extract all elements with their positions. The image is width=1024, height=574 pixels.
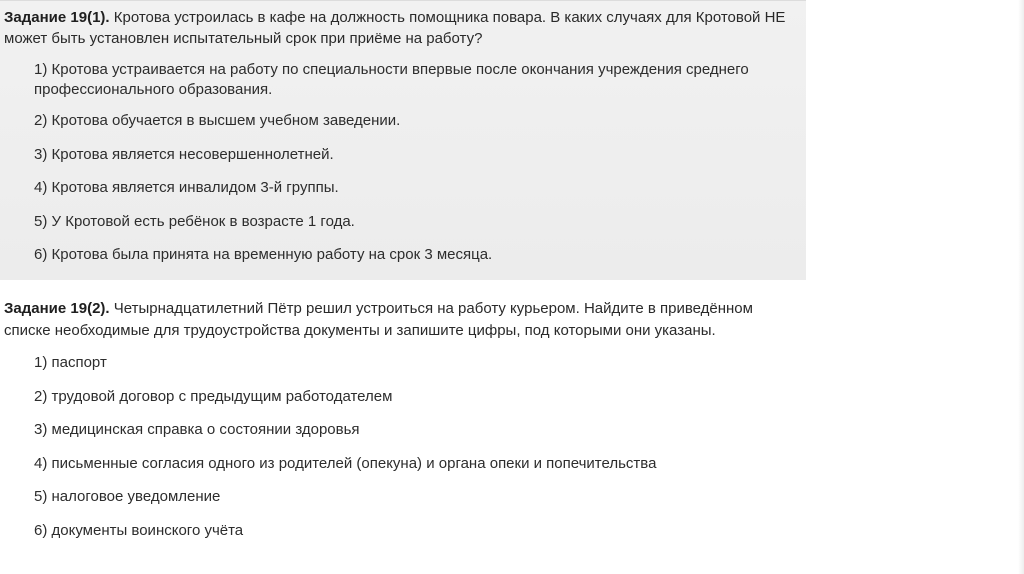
task-19-2-option-6: 6) документы воинского учёта bbox=[34, 521, 244, 539]
task-19-2-text: Четырнадцатилетний Пётр решил устроиться на работу курьером. Найдите в приведённом списке необходимые для трудоустройства документы и запишите цифры, под которыми они указаны. bbox=[4, 300, 753, 339]
task-19-1-option-5: 5) У Кротовой есть ребёнок в возрасте 1 года. bbox=[34, 212, 355, 230]
task-19-1-question bbox=[4, 7, 806, 49]
task-19-2-option-4: 4) письменные согласия одного из родителей (опекуна) и органа опеки и попечительства bbox=[34, 454, 657, 472]
task-19-1-option-4: 4) Кротова является инвалидом 3-й группы. bbox=[34, 179, 339, 197]
task-19-2-option-1: 1) паспорт bbox=[34, 354, 107, 371]
task-19-2-question bbox=[4, 298, 806, 342]
task-19-2-option-5: 5) налоговое уведомление bbox=[34, 488, 221, 506]
task-19-1-option-2: 2) Кротова обучается в высшем учебном заведении. bbox=[34, 112, 401, 129]
slide-edge-shadow bbox=[1018, 0, 1024, 574]
task-19-2-option-3: 3) медицинская справка о состоянии здоровья bbox=[34, 421, 360, 439]
task-19-1-option-1: 1) Кротова устраивается на работу по специальности впервые после окончания учреждения среднего профессионального образования. bbox=[34, 61, 749, 98]
task-19-2-label: Задание 19(2). bbox=[4, 300, 110, 317]
task-19-1-options bbox=[4, 60, 806, 265]
task-19-1-text: Кротова устроилась в кафе на должность помощника повара. В каких случаях для Кротовой НЕ может быть установлен испытательный срок при приёме на работу? bbox=[4, 9, 786, 47]
task-19-1-option-3: 3) Кротова является несовершеннолетней. bbox=[34, 145, 334, 163]
task-19-2-option-2: 2) трудовой договор с предыдущим работодателем bbox=[34, 387, 393, 405]
task-19-1-option-6: 6) Кротова была принята на временную работу на срок 3 месяца. bbox=[34, 246, 493, 264]
task-19-2-options bbox=[4, 353, 806, 541]
task-19-2 bbox=[0, 289, 806, 574]
task-19-1 bbox=[0, 0, 806, 280]
task-19-1-label: Задание 19(1). bbox=[4, 9, 110, 26]
